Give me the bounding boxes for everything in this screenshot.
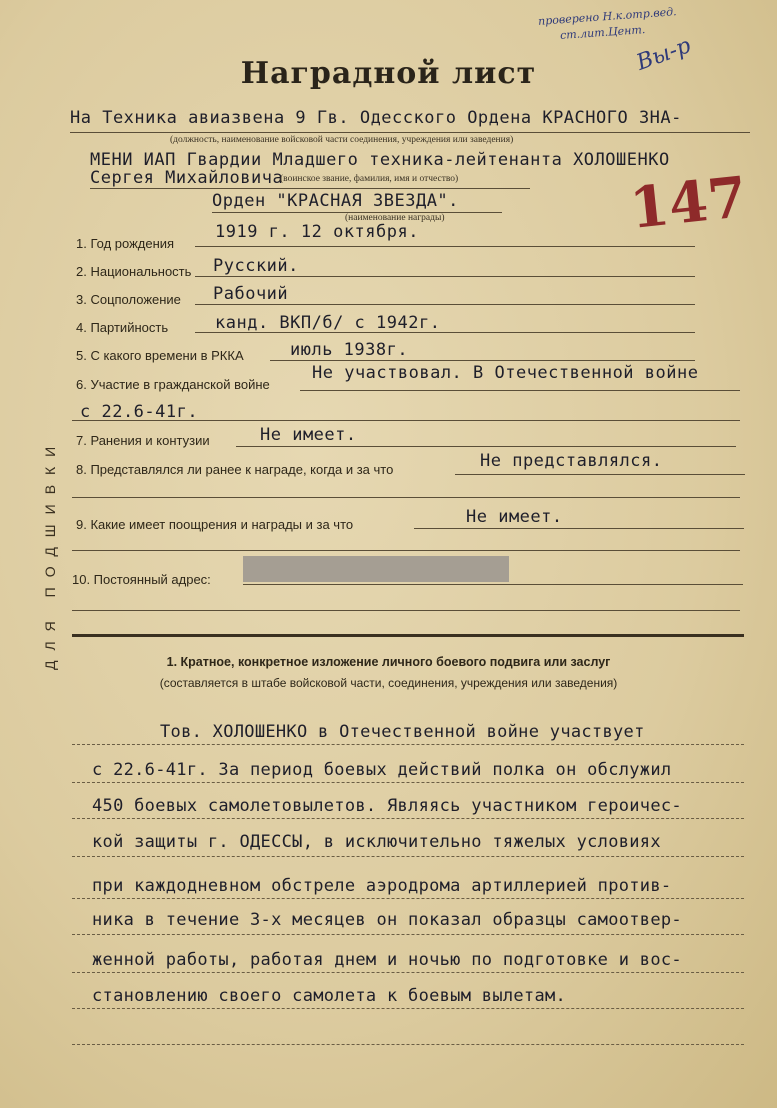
- field-value-social-status: Рабочий: [213, 284, 289, 304]
- narrative-rule: [72, 782, 744, 783]
- field-label-party: 4. Партийность: [76, 320, 169, 335]
- field-value-civil-war-cont: с 22.6-41г.: [80, 402, 199, 422]
- page-title: Наградной лист: [240, 56, 537, 91]
- field-value-birth-year: 1919 г. 12 октября.: [215, 222, 419, 242]
- narrative-line: 450 боевых самолетовылетов. Являясь участником героичес-: [92, 796, 682, 816]
- field-rule-9b: [72, 550, 740, 551]
- field-rule-6: [300, 390, 740, 391]
- field-value-army-since: июль 1938г.: [290, 340, 409, 360]
- handwritten-mark: 147: [626, 164, 751, 242]
- narrative-rule: [72, 856, 744, 857]
- header-rule-1: [70, 132, 750, 133]
- address-redaction: [243, 556, 509, 582]
- narrative-line: ника в течение 3-х месяцев он показал образцы самоотвер-: [92, 910, 682, 930]
- field-label-birth-year: 1. Год рождения: [76, 236, 175, 251]
- field-label-army-since: 5. С какого времени в РККА: [76, 348, 244, 363]
- narrative-line: женной работы, работая днем и ночью по подготовке и вос-: [92, 950, 682, 970]
- section-subheading: (составляется в штабе войсковой части, соединения, учреждения или заведения): [159, 676, 618, 690]
- field-rule-10: [243, 584, 743, 585]
- field-label-nationality: 2. Национальность: [76, 264, 192, 279]
- field-label-commendations: 9. Какие имеет поощрения и награды и за что: [76, 517, 354, 532]
- award-caption: (наименование награды): [345, 213, 445, 223]
- handwritten-note-2: ст.лит.Цент.: [559, 23, 646, 42]
- field-value-prior-awards: Не представлялся.: [480, 451, 663, 471]
- field-rule-8: [455, 474, 745, 475]
- award-name: Орден "КРАСНАЯ ЗВЕЗДА".: [212, 191, 459, 211]
- narrative-rule: [72, 972, 744, 973]
- handwritten-signature: Вы-р: [633, 33, 695, 76]
- narrative-line: кой защиты г. ОДЕССЫ, в исключительно тяжелых условиях: [92, 832, 661, 852]
- binding-margin-text: ДЛЯ ПОДШИВКИ: [42, 436, 58, 670]
- field-value-civil-war: Не участвовал. В Отечественной войне: [312, 363, 699, 383]
- narrative-rule: [72, 1044, 744, 1045]
- narrative-rule: [72, 934, 744, 935]
- header-line-2: МЕНИ ИАП Гвардии Младшего техника-лейтенанта ХОЛОШЕНКО: [90, 150, 670, 170]
- header-line-3: Сергея Михайловича: [90, 168, 284, 188]
- handwritten-note-1: проверено Н.к.отр.вед.: [537, 5, 677, 28]
- narrative-line: при каждодневном обстреле аэродрома артиллерией против-: [92, 876, 672, 896]
- field-label-wounds: 7. Ранения и контузии: [76, 433, 210, 448]
- section-heading: 1. Кратное, конкретное изложение личного боевого подвига или заслуг: [166, 655, 611, 669]
- field-rule-8b: [72, 497, 740, 498]
- narrative-rule: [72, 744, 744, 745]
- field-label-address: 10. Постоянный адрес:: [72, 572, 211, 587]
- field-rule-2: [195, 276, 695, 277]
- narrative-rule: [72, 898, 744, 899]
- field-value-nationality: Русский.: [213, 256, 299, 276]
- binding-margin-label: [14, 380, 58, 680]
- field-rule-4: [195, 332, 695, 333]
- section-divider: [72, 634, 744, 637]
- field-rule-1: [195, 246, 695, 247]
- field-rule-3: [195, 304, 695, 305]
- field-value-commendations: Не имеет.: [466, 507, 563, 527]
- narrative-rule: [72, 818, 744, 819]
- field-label-social-status: 3. Соцположение: [76, 292, 181, 307]
- field-rule-9: [414, 528, 744, 529]
- field-label-civil-war: 6. Участие в гражданской войне: [76, 377, 270, 392]
- field-value-wounds: Не имеет.: [260, 425, 357, 445]
- narrative-rule: [72, 1008, 744, 1009]
- header-caption-1: (должность, наименование войсковой части соединения, учреждения или заведения): [170, 135, 514, 145]
- field-rule-6b: [72, 420, 740, 421]
- header-caption-2: (воинское звание, фамилия, имя и отчество): [280, 174, 459, 184]
- field-label-prior-awards: 8. Представлялся ли ранее к награде, когда и за что: [76, 462, 394, 477]
- field-value-party: канд. ВКП/б/ с 1942г.: [215, 313, 441, 333]
- field-rule-10b: [72, 610, 740, 611]
- narrative-line: Тов. ХОЛОШЕНКО в Отечественной войне участвует: [160, 722, 645, 742]
- field-rule-5: [270, 360, 695, 361]
- field-rule-7: [236, 446, 736, 447]
- narrative-line: с 22.6-41г. За период боевых действий полка он обслужил: [92, 760, 672, 780]
- narrative-line: становлению своего самолета к боевым вылетам.: [92, 986, 567, 1006]
- header-rule-2: [90, 188, 530, 189]
- header-line-1: На Техника авиазвена 9 Гв. Одесского Ордена КРАСНОГО ЗНА-: [70, 108, 682, 128]
